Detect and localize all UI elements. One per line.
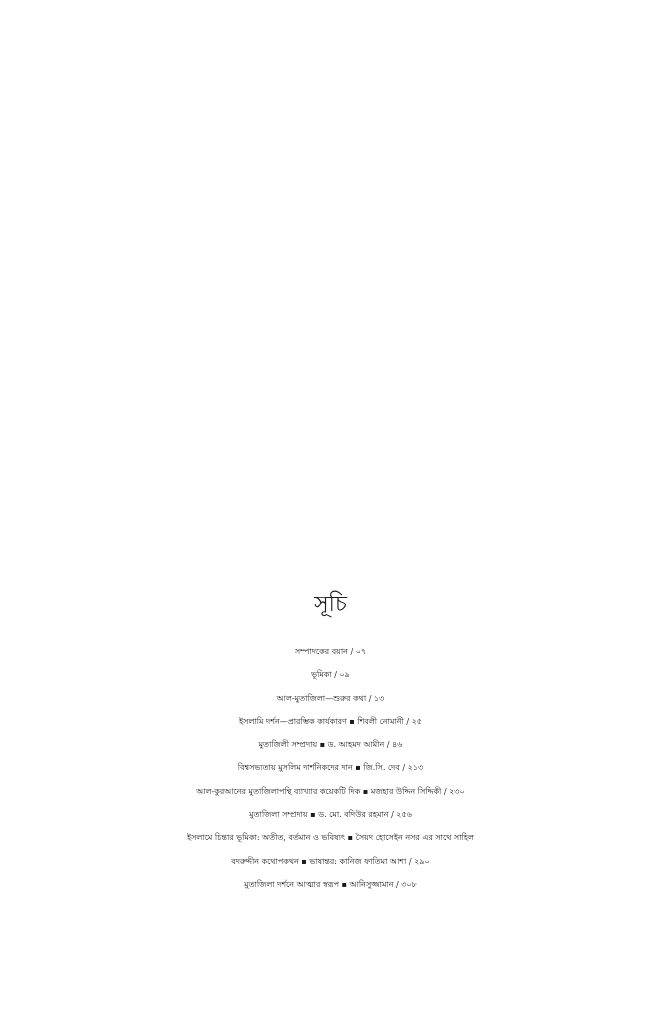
contents-entry-quran-interpretation: আল-কুরআনের মুতাজিলাপন্থি ব্যাখ্যার কয়েকটি দিক ▪ মজহার উদ্দিন সিদ্দিকী / ২৩০	[196, 786, 465, 796]
contents-entry-nature-of-soul: মুতাজিলা দর্শনে আত্মার স্বরূপ ▪ আনিসুজ্জামান / ৩০৮	[244, 879, 417, 889]
contents-entry-mutazila-sect: মুতাজিলা সম্প্রদায় ▪ ড. মো. বদিউর রহমান / ২৫৬	[249, 810, 412, 820]
contents-entry-preface: ভূমিকা / ০৯	[311, 670, 350, 680]
contents-entry-role-of-thought: ইসলামে চিন্তার ভূমিকা: অতীত, বর্তমান ও ভবিষ্যৎ ▪ সৈয়দ হোসেইন নসর এর সাথে সাহিল	[186, 833, 474, 843]
contents-entry-editor-note: সম্পাদকের বয়ান / ০৭	[294, 647, 367, 656]
contents-entry-islamic-philosophy: ইসলামি দর্শন—প্রারম্ভিক কার্যকারণ ▪ শিবলী নোমানী / ২৫	[239, 716, 422, 726]
contents-entry-muslim-philosophers: বিশ্বসভ্যতায় মুসলিম দার্শনিকদের দান ▪ জি.সি. দেব / ২১৩	[237, 763, 424, 773]
contents-entry-introduction: আল-মুতাজিলা—শুরুর কথা / ১৩	[276, 693, 385, 703]
contents-entry-mutazili-sect: মুতাজিলী সম্প্রদায় ▪ ড. আহমদ আমীন / ৪৬	[258, 740, 403, 750]
contents-title: সূচি	[314, 592, 347, 617]
contents-list	[0, 640, 661, 896]
contents-entry-conversation: বদরুদ্দীন কথোপকথন ▪ ভাষান্তর: কানিজ ফাতিমা আশা / ২৯০	[231, 856, 430, 866]
